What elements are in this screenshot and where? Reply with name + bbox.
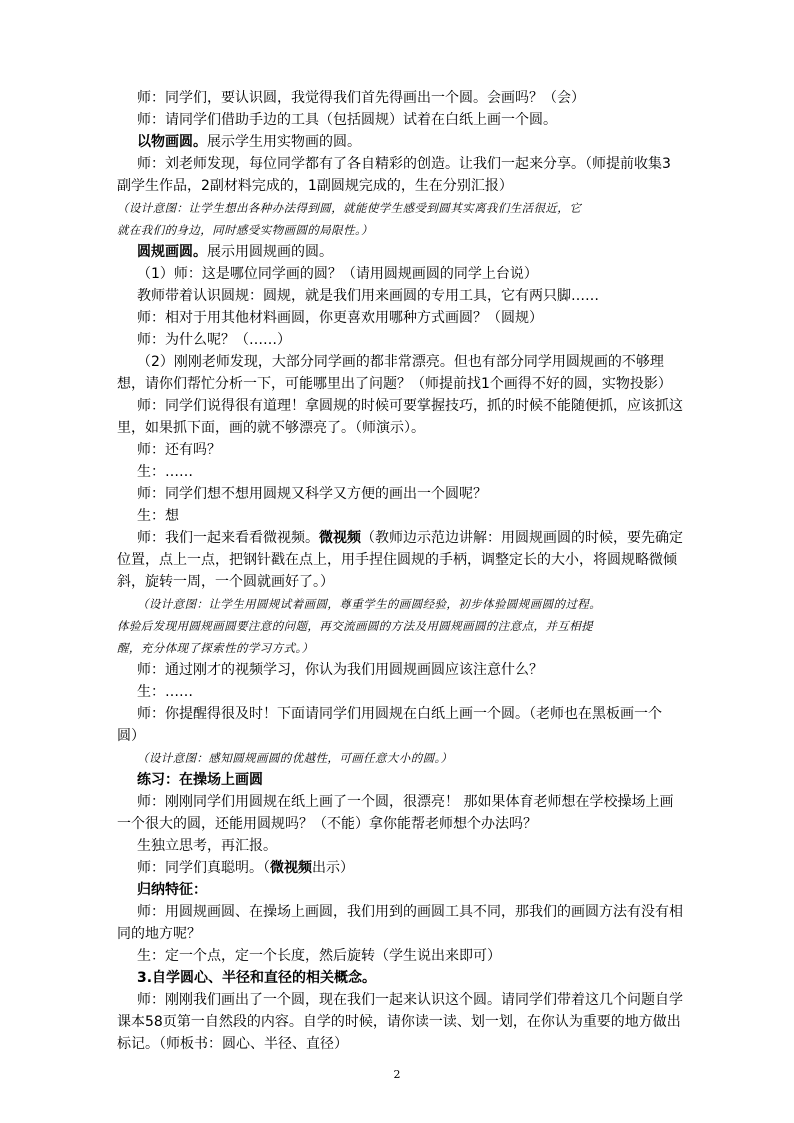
text-line: 师：用圆规画圆、在操场上画圆，我们用到的画圆工具不同，那我们的画圆方法有没有相 xyxy=(137,904,683,920)
text-line: 师：通过刚才的视频学习，你认为我们用圆规画圆应该注意什么？ xyxy=(137,662,543,678)
design-note: 就在我们的身边，同时感受实物画圆的局限性。） xyxy=(117,223,374,237)
section-heading: 以物画圆。 xyxy=(137,134,207,150)
text-line: 生：…… xyxy=(137,464,193,480)
text-line: 以物画圆。展示学生用实物画的圆。 xyxy=(137,134,361,150)
text-line: 标记。（师板书：圆心、半径、直径） xyxy=(117,1036,348,1052)
text-line: 生：定一个点，定一个长度，然后旋转（学生说出来即可） xyxy=(137,948,501,964)
text-line: 师：同学们想不想用圆规又科学又方便的画出一个圆呢？ xyxy=(137,486,487,502)
text-line: （2）刚刚老师发现，大部分同学画的都非常漂亮。但也有部分同学用圆规画的不够理 xyxy=(137,354,664,370)
text-line: 一个很大的圆，还能用圆规吗？（不能）拿你能帮老师想个办法吗？ xyxy=(117,816,537,832)
micro-video-label: 微视频 xyxy=(270,860,312,876)
text-line: 师：相对于用其他材料画圆，你更喜欢用哪种方式画圆？（圆规） xyxy=(137,310,543,326)
text-line: 师：刚刚同学们用圆规在纸上画了一个圆，很漂亮！ 那如果体育老师想在学校操场上画 xyxy=(137,794,674,810)
text-line: 师：我们一起来看看微视频。微视频（教师边示范边讲解：用圆规画圆的时候，要先确定 xyxy=(137,530,683,546)
text-line: 副学生作品，2副材料完成的，1副圆规完成的，生在分别汇报） xyxy=(117,178,513,194)
section-heading: 练习：在操场上画圆 xyxy=(137,772,263,788)
text-line: 师：刚刚我们画出了一个圆，现在我们一起来认识这个圆。请同学们带着这几个问题自学 xyxy=(137,992,683,1008)
text-line: 同的地方呢？ xyxy=(117,926,201,942)
text-line: 生独立思考，再汇报。 xyxy=(137,838,277,854)
text-line: 师：你提醒得很及时！下面请同学们用圆规在白纸上画一个圆。（老师也在黑板画一个 xyxy=(137,706,662,722)
design-note: 体验后发现用圆规画圆要注意的问题，再交流画圆的方法及用圆规画圆的注意点，并互相提 xyxy=(117,619,593,633)
text-line: 师：同学们说得很有道理！拿圆规的时候可要掌握技巧，抓的时候不能随便抓，应该抓这 xyxy=(137,398,683,414)
text-line: 师：同学们真聪明。（微视频出示） xyxy=(137,860,354,876)
design-note: （设计意图：让学生用圆规试着画圆，尊重学生的画圆经验，初步体验圆规画圆的过程。 xyxy=(137,597,602,611)
text-line: 里，如果抓下面，画的就不够漂亮了。（师演示）。 xyxy=(117,420,425,436)
text-line: 师：为什么呢？（……） xyxy=(137,332,291,348)
text-line: 师：还有吗？ xyxy=(137,442,221,458)
text-line: 师：请同学们借助手边的工具（包括圆规）试着在白纸上画一个圆。 xyxy=(137,112,557,128)
text-line: 师：刘老师发现，每位同学都有了各自精彩的创造。让我们一起来分享。（师提前收集3 xyxy=(137,156,671,172)
design-note: 醒，充分体现了探索性的学习方式。） xyxy=(117,641,314,655)
text-line xyxy=(137,967,697,989)
text-line: 想，请你们帮忙分析一下，可能哪里出了问题？（师提前找1个画得不好的圆，实物投影） xyxy=(117,376,672,392)
text-line: 斜，旋转一周，一个圆就画好了。） xyxy=(117,574,334,590)
design-note: （设计意图：感知圆规画圆的优越性，可画任意大小的圆。） xyxy=(137,751,453,765)
section-heading: 圆规画圆。 xyxy=(137,244,207,260)
section-heading: 3.自学圆心、半径和直径的相关概念。 xyxy=(137,970,377,986)
design-note: （设计意图：让学生想出各种办法得到圆，就能使学生感受到圆其实离我们生活很近，它 xyxy=(117,201,582,215)
text-line: 圆规画圆。展示用圆规画的圆。 xyxy=(137,244,333,260)
text-line: 课本58页第一自然段的内容。自学的时候，请你读一读、划一划，在你认为重要的地方做出 xyxy=(117,1014,681,1030)
text-line: （1）师：这是哪位同学画的圆？（请用圆规画圆的同学上台说） xyxy=(137,266,538,282)
text-line: 教师带着认识圆规：圆规，就是我们用来画圆的专用工具，它有两只脚…… xyxy=(137,288,599,304)
text-line: 位置，点上一点，把钢针戳在点上，用手捏住圆规的手柄，调整定长的大小，将圆规略微倾 xyxy=(117,552,677,568)
text-line: 生：想 xyxy=(137,508,179,524)
text-line: 师：同学们，要认识圆，我觉得我们首先得画出一个圆。会画吗？（会） xyxy=(137,90,585,106)
text-line: 生：…… xyxy=(137,684,193,700)
text-line xyxy=(137,879,697,901)
text-line: 圆） xyxy=(117,728,145,744)
text-line xyxy=(137,769,697,791)
micro-video-label: 微视频 xyxy=(319,530,361,546)
section-heading: 归纳特征： xyxy=(137,882,207,898)
page-number: 2 xyxy=(393,1068,401,1081)
